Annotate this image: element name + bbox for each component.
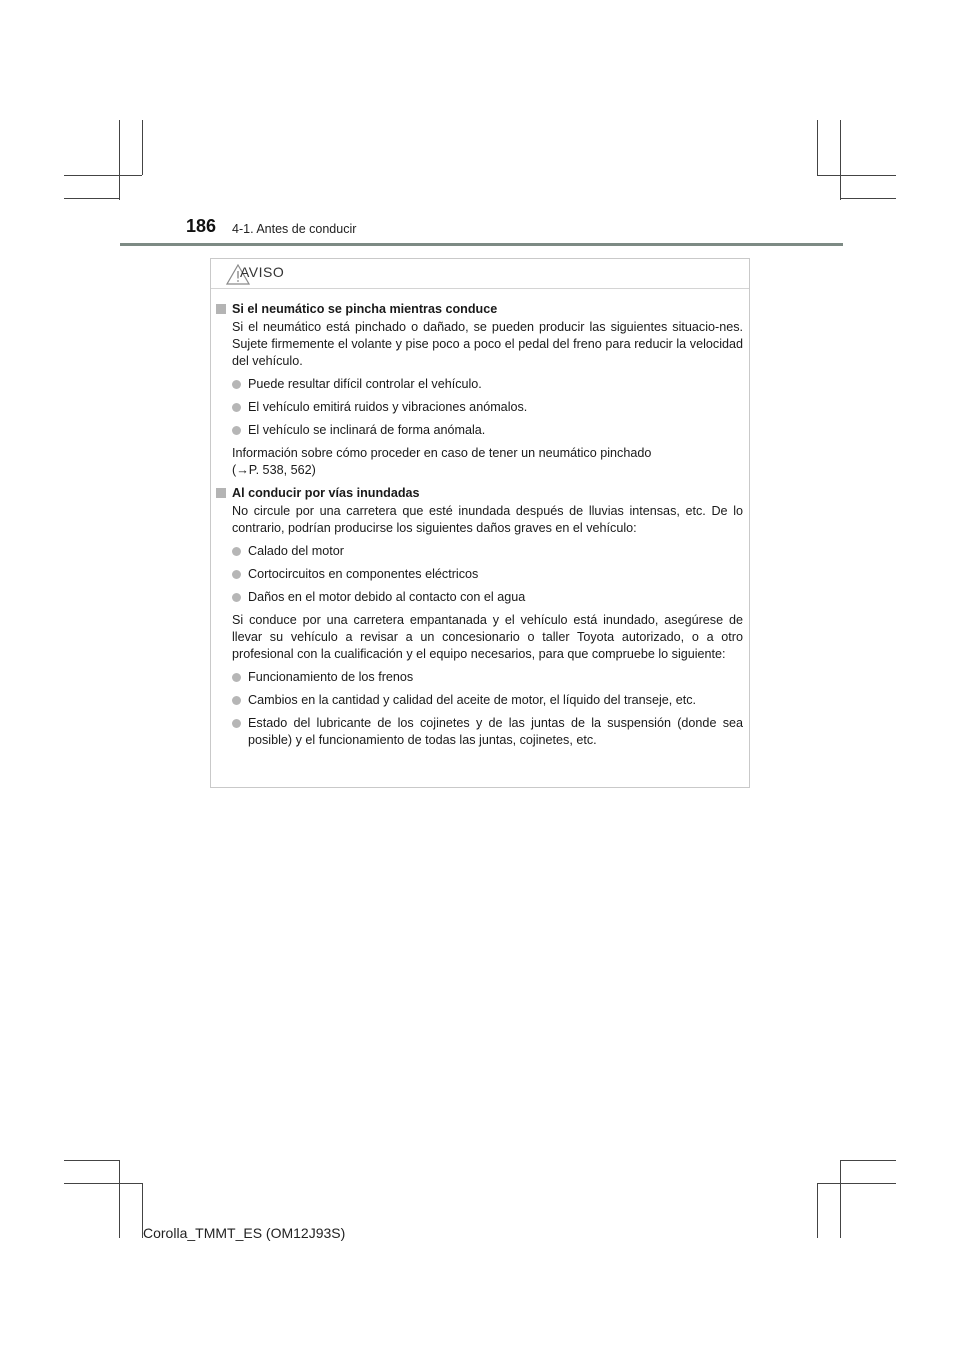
circle-bullet-icon xyxy=(232,719,241,728)
warning-body xyxy=(211,289,749,749)
list-item-text: Funcionamiento de los frenos xyxy=(248,670,414,684)
paragraph: Si conduce por una carretera empantanada y el vehículo está inundado, asegúrese de llevar su vehículo a revisar a un concesionario o taller Toyota autorizado, o a otro profesional con la cualificación y el equipo necesarios, para que compruebe lo siguiente: xyxy=(232,613,743,661)
crop-mark xyxy=(64,1183,142,1184)
warning-title: AVISO xyxy=(240,264,285,280)
square-bullet-icon xyxy=(216,488,226,498)
crop-mark xyxy=(64,198,119,199)
list-item-text: Puede resultar difícil controlar el vehículo. xyxy=(248,377,482,391)
crop-mark xyxy=(64,1160,119,1161)
list-item xyxy=(216,376,743,393)
crop-mark xyxy=(817,175,896,176)
square-bullet-icon xyxy=(216,304,226,314)
crop-mark xyxy=(817,120,818,175)
section-heading xyxy=(216,301,743,318)
circle-bullet-icon xyxy=(232,547,241,556)
page-reference-link[interactable]: (→P. 538, 562) xyxy=(232,463,316,477)
reference-note xyxy=(216,445,743,479)
circle-bullet-icon xyxy=(232,593,241,602)
list-item-text: Estado del lubricante de los cojinetes y de las juntas de la suspensión (donde sea posible) y el funcionamiento de todas las juntas, cojinetes, etc. xyxy=(248,716,743,747)
section-heading-text: Al conducir por vías inundadas xyxy=(232,486,420,500)
list-item-text: El vehículo emitirá ruidos y vibraciones anómalos. xyxy=(248,400,528,414)
list-item-text: Calado del motor xyxy=(248,544,344,558)
list-item xyxy=(216,669,743,686)
circle-bullet-icon xyxy=(232,426,241,435)
list-item-text: Daños en el motor debido al contacto con el agua xyxy=(248,590,526,604)
list-item-text: El vehículo se inclinará de forma anómala. xyxy=(248,423,486,437)
paragraph: No circule por una carretera que esté inundada después de lluvias intensas, etc. De lo contrario, podrían producirse los siguientes daños graves en el vehículo: xyxy=(232,504,743,535)
header-rule xyxy=(120,243,843,246)
list-item-text: Cortocircuitos en componentes eléctricos xyxy=(248,567,479,581)
list-item xyxy=(216,399,743,416)
circle-bullet-icon xyxy=(232,570,241,579)
list-item xyxy=(216,543,743,560)
paragraph: Si el neumático está pinchado o dañado, se pueden producir las siguientes situacio-nes. Sujete firmemente el volante y pise poco a poco el pedal del freno para reducir la velocidad del vehículo. xyxy=(232,320,743,368)
crop-mark xyxy=(840,1160,896,1161)
list-item-text: Cambios en la cantidad y calidad del aceite de motor, el líquido del transeje, etc. xyxy=(248,693,697,707)
section-heading xyxy=(216,485,743,502)
section-heading-text: Si el neumático se pincha mientras conduce xyxy=(232,302,498,316)
section-title: 4-1. Antes de conducir xyxy=(232,222,357,236)
warning-box xyxy=(210,258,750,788)
crop-mark xyxy=(817,1183,896,1184)
crop-mark xyxy=(840,1160,841,1238)
crop-mark xyxy=(64,175,142,176)
crop-mark xyxy=(119,1160,120,1238)
crop-mark xyxy=(840,198,896,199)
crop-mark xyxy=(142,120,143,175)
reference-note-line: Información sobre cómo proceder en caso de tener un neumático pinchado xyxy=(232,446,652,460)
list-item xyxy=(216,692,743,709)
circle-bullet-icon xyxy=(232,380,241,389)
page-number: 186 xyxy=(186,216,217,236)
crop-mark xyxy=(119,120,120,200)
list-item xyxy=(216,566,743,583)
warning-header xyxy=(211,259,749,289)
document-id: Corolla_TMMT_ES (OM12J93S) xyxy=(143,1225,346,1241)
circle-bullet-icon xyxy=(232,696,241,705)
crop-mark xyxy=(840,120,841,200)
circle-bullet-icon xyxy=(232,673,241,682)
list-item xyxy=(216,589,743,606)
crop-mark xyxy=(817,1183,818,1238)
circle-bullet-icon xyxy=(232,403,241,412)
list-item xyxy=(216,422,743,439)
list-item xyxy=(216,715,743,749)
